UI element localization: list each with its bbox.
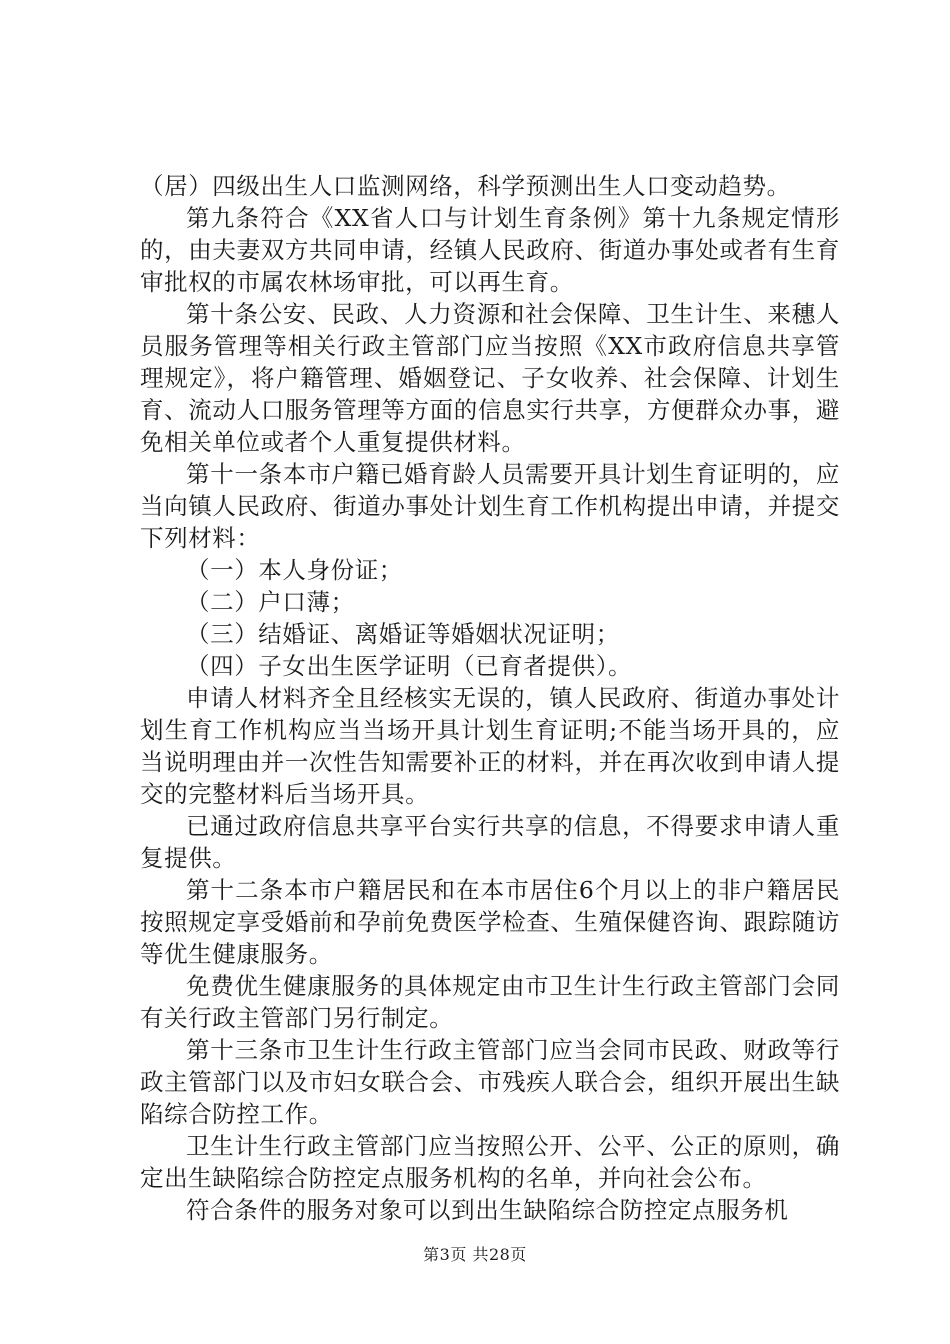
list-item: （三）结婚证、离婚证等婚姻状况证明； <box>186 620 620 648</box>
paragraph: 第九条符合《XX省人口与计划生育条例》第十九条规定情形的，由夫妻双方共同申请，经镇人民政府、街道办事处或者有生育审批权的市属农林场审批，可以再生育。 <box>140 204 840 296</box>
paragraph: 卫生计生行政主管部门应当按照公开、公平、公正的原则，确定出生缺陷综合防控定点服务机构的名单，并向社会公布。 <box>140 1132 840 1192</box>
list-item: （二）户口薄； <box>186 588 355 616</box>
paragraph: 符合条件的服务对象可以到出生缺陷综合防控定点服务机 <box>186 1196 789 1224</box>
paragraph: 免费优生健康服务的具体规定由市卫生计生行政主管部门会同有关行政主管部门另行制定。 <box>140 972 840 1032</box>
paragraph: 第十二条本市户籍居民和在本市居住6个月以上的非户籍居民按照规定享受婚前和孕前免费医学检查、生殖保健咨询、跟踪随访等优生健康服务。 <box>140 876 840 968</box>
paragraph: 已通过政府信息共享平台实行共享的信息，不得要求申请人重复提供。 <box>140 812 840 872</box>
list-item: （一）本人身份证； <box>186 556 403 584</box>
paragraph: 申请人材料齐全且经核实无误的，镇人民政府、街道办事处计划生育工作机构应当当场开具计划生育证明;不能当场开具的，应当说明理由并一次性告知需要补正的材料，并在再次收到申请人提交的完整材料后当场开具。 <box>140 684 840 808</box>
paragraph: 第十条公安、民政、人力资源和社会保障、卫生计生、来穗人员服务管理等相关行政主管部门应当按照《XX市政府信息共享管理规定》，将户籍管理、婚姻登记、子女收养、社会保障、计划生育、流动人口服务管理等方面的信息实行共享，方便群众办事，避免相关单位或者个人重复提供材料。 <box>140 300 840 456</box>
paragraph: 第十一条本市户籍已婚育龄人员需要开具计划生育证明的，应当向镇人民政府、街道办事处计划生育工作机构提出申请，并提交下列材料： <box>140 460 840 552</box>
document-body <box>140 170 840 1226</box>
paragraph: （居）四级出生人口监测网络，科学预测出生人口变动趋势。 <box>140 172 791 200</box>
list-item: （四）子女出生医学证明（已育者提供）。 <box>186 652 633 680</box>
paragraph: 第十三条市卫生计生行政主管部门应当会同市民政、财政等行政主管部门以及市妇女联合会、市残疾人联合会，组织开展出生缺陷综合防控工作。 <box>140 1036 840 1128</box>
page-number-footer: 第3页 共28页 <box>423 1245 527 1264</box>
